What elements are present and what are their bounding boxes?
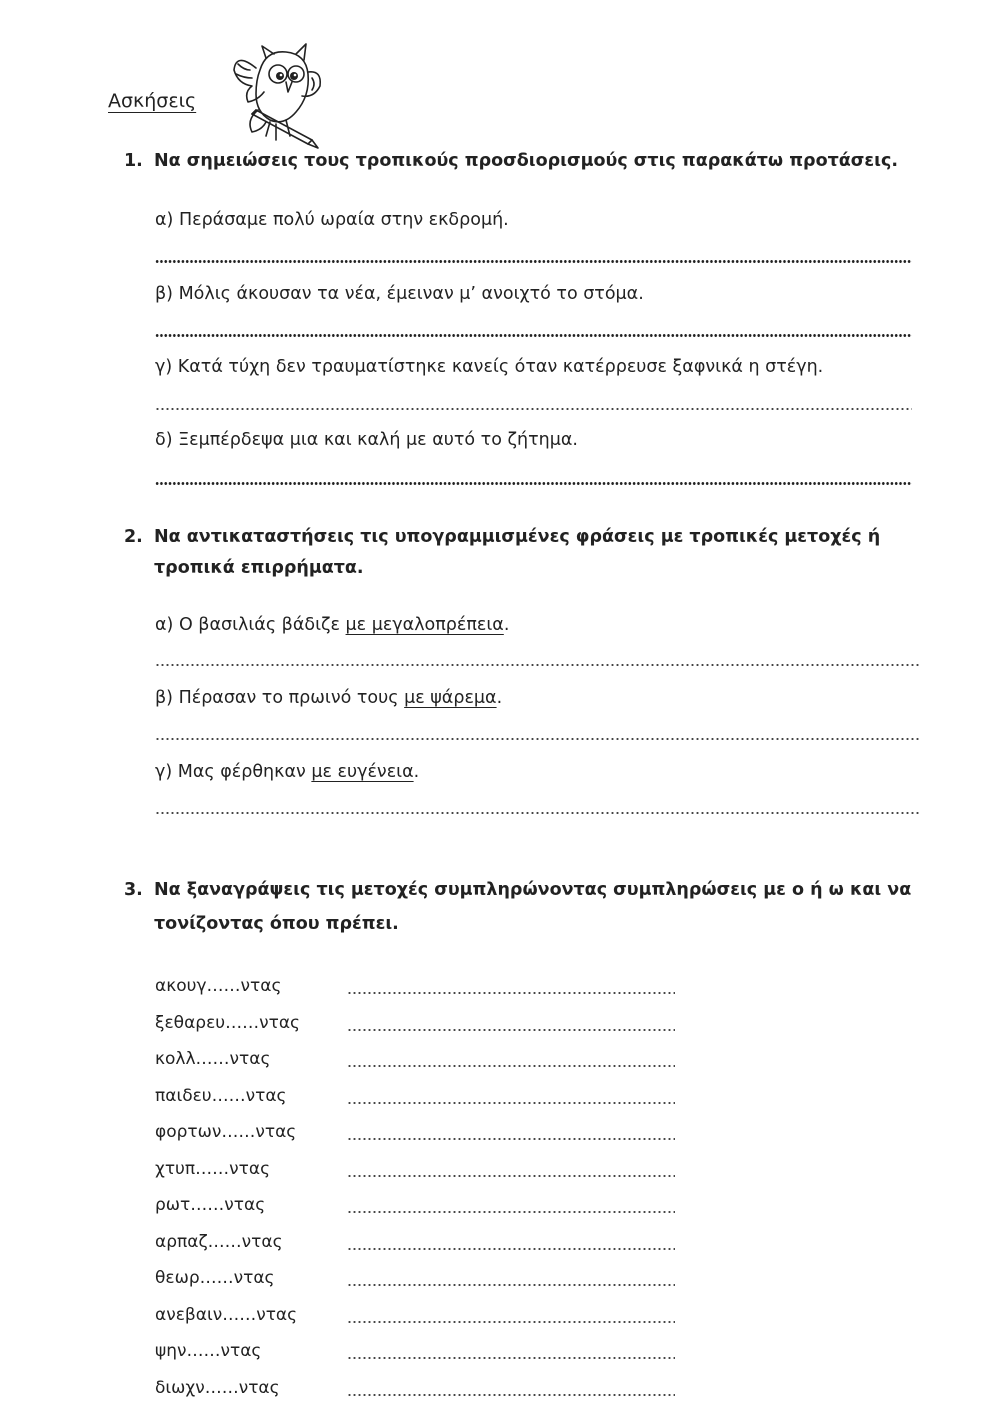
participle-answer-line[interactable] bbox=[347, 1138, 675, 1140]
underlined-phrase: με μεγαλοπρέπεια bbox=[345, 615, 504, 635]
participle-stem: χτυπ……ντας bbox=[155, 1158, 271, 1179]
page-title: Ασκήσεις bbox=[108, 90, 197, 112]
participle-answer-line[interactable] bbox=[347, 1321, 675, 1323]
participle-answer-line[interactable] bbox=[347, 1248, 675, 1250]
participle-answer-line[interactable] bbox=[347, 992, 675, 994]
owl-with-pencil-illustration bbox=[226, 40, 324, 150]
participle-answer-line[interactable] bbox=[347, 1065, 675, 1067]
exercise-1-instruction: 1. Να σημειώσεις τους τροπικούς προσδιορισμούς στις παρακάτω προτάσεις. bbox=[124, 151, 899, 171]
underlined-phrase: με ευγένεια bbox=[311, 762, 414, 782]
answer-line-2c[interactable] bbox=[155, 812, 921, 814]
exercise-2-sentence-c: γ) Μας φέρθηκαν με ευγένεια. bbox=[155, 762, 420, 782]
participle-stem: κολλ……ντας bbox=[155, 1049, 271, 1069]
participle-answer-line[interactable] bbox=[347, 1175, 675, 1177]
answer-line-1c[interactable] bbox=[155, 408, 912, 410]
exercise-3-instruction: 3. Να ξαναγράψεις τις μετοχές συμπληρώνοντας συμπληρώσεις με ο ή ω και να τονίζοντας όπου πρέπει. bbox=[124, 880, 912, 934]
participle-stem: θεωρ……ντας bbox=[155, 1268, 275, 1288]
participle-stem: παιδευ……ντας bbox=[155, 1085, 287, 1106]
participle-answer-line[interactable] bbox=[347, 1394, 675, 1396]
exercise-2-sentence-a: α) Ο βασιλιάς βάδιζε με μεγαλοπρέπεια. bbox=[155, 615, 510, 635]
participle-answer-line[interactable] bbox=[347, 1357, 675, 1359]
participle-answer-line[interactable] bbox=[347, 1211, 675, 1213]
exercise-1-sentence-d: δ) Ξεμπέρδεψα μια και καλή με αυτό το ζήτημα. bbox=[155, 430, 578, 450]
participle-stem: ρωτ……ντας bbox=[155, 1195, 266, 1215]
participle-answer-line[interactable] bbox=[347, 1029, 675, 1031]
answer-line-2b[interactable] bbox=[155, 738, 921, 740]
answer-line-1d[interactable] bbox=[155, 482, 912, 485]
answer-line-1b[interactable] bbox=[155, 334, 912, 337]
participle-stem: αρπαζ……ντας bbox=[155, 1231, 283, 1252]
answer-line-2a[interactable] bbox=[155, 664, 921, 666]
answer-line-1a[interactable] bbox=[155, 260, 912, 263]
participle-stem: ανεβαιν……ντας bbox=[155, 1304, 298, 1325]
exercise-2-instruction: 2. Να αντικαταστήσεις τις υπογραμμισμένες φράσεις με τροπικές μετοχές ή τροπικά επιρρήματα. bbox=[124, 527, 881, 578]
exercise-2-sentence-b: β) Πέρασαν το πρωινό τους με ψάρεμα. bbox=[155, 688, 503, 708]
underlined-phrase: με ψάρεμα bbox=[404, 688, 497, 708]
exercise-1-sentence-b: β) Μόλις άκουσαν τα νέα, έμειναν μ’ ανοιχτό το στόμα. bbox=[155, 284, 644, 304]
participle-stem: φορτων……ντας bbox=[155, 1122, 297, 1142]
participle-stem: διωχν……ντας bbox=[155, 1377, 280, 1398]
participle-answer-line[interactable] bbox=[347, 1284, 675, 1286]
participle-stem: ψην……ντας bbox=[155, 1341, 262, 1361]
participle-stem: ξεθαρευ……ντας bbox=[155, 1012, 301, 1033]
participle-answer-line[interactable] bbox=[347, 1102, 675, 1104]
participle-stem: ακουγ……ντας bbox=[155, 976, 282, 996]
exercise-1-sentence-c: γ) Κατά τύχη δεν τραυματίστηκε κανείς όταν κατέρρευσε ξαφνικά η στέγη. bbox=[155, 357, 824, 377]
exercise-1-sentence-a: α) Περάσαμε πολύ ωραία στην εκδρομή. bbox=[155, 210, 509, 230]
